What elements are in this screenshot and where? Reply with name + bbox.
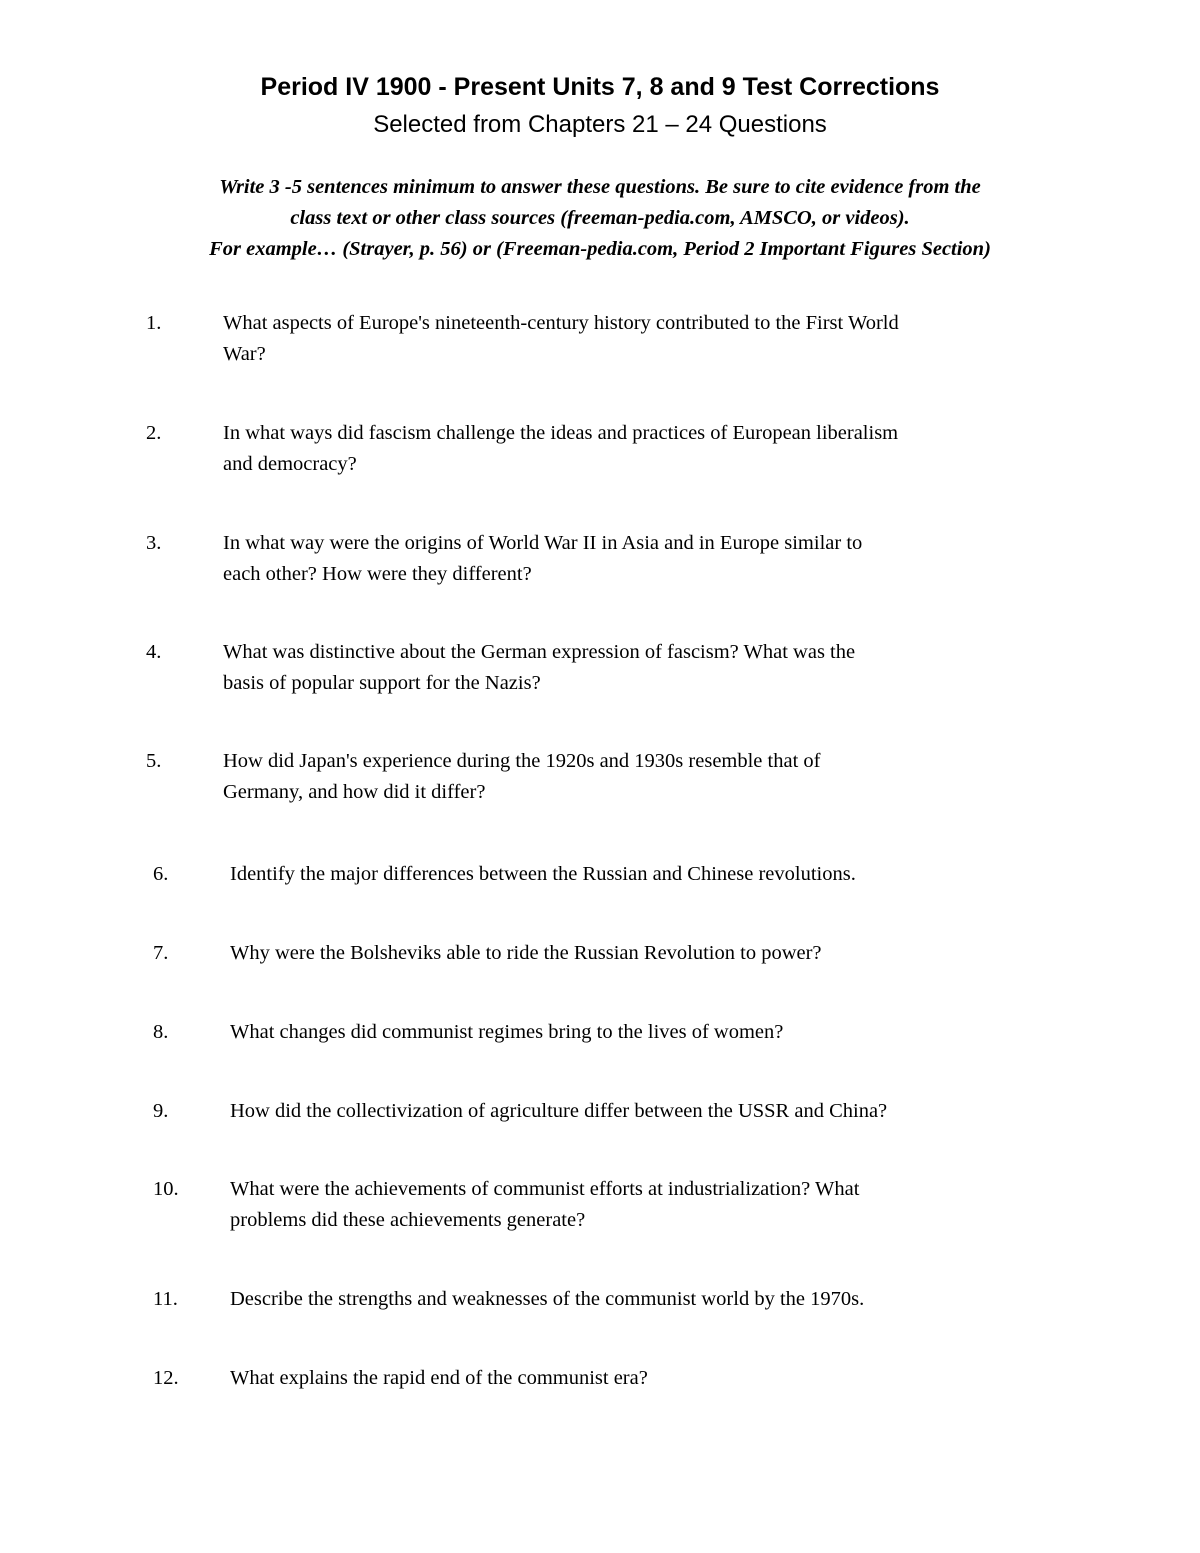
question-line: Why were the Bolsheviks able to ride the Russian Revolution to power? [230,942,822,964]
page-subtitle: Selected from Chapters 21 – 24 Questions [373,111,827,138]
question-line: What was distinctive about the German expression of fascism? What was the [223,641,856,663]
question-number: 6. [153,863,169,885]
question-line: Identify the major differences between the Russian and Chinese revolutions. [230,863,856,885]
question-text [230,1363,1030,1394]
question-number: 4. [146,641,162,663]
question-line: What were the achievements of communist efforts at industrialization? What [230,1178,860,1200]
question-text [230,1096,1030,1127]
question-line: problems did these achievements generate? [230,1209,586,1231]
question-text [223,528,1023,590]
page-title: Period IV 1900 - Present Units 7, 8 and 9 Test Corrections [260,73,940,101]
question-number: 12. [153,1367,179,1389]
question-line: In what way were the origins of World War II in Asia and in Europe similar to [223,532,863,554]
question-line: How did the collectivization of agriculture differ between the USSR and China? [230,1100,888,1122]
instructions-line: Write 3 -5 sentences minimum to answer these questions. Be sure to cite evidence from the [219,176,981,198]
question-line: War? [223,343,266,365]
question-number: 5. [146,750,162,772]
question-text [230,938,1030,969]
question-text [223,746,1023,808]
question-line: each other? How were they different? [223,563,532,585]
instructions [0,172,1200,265]
question-text [230,1284,1030,1315]
question-text [223,637,1023,699]
question-line: What changes did communist regimes bring to the lives of women? [230,1021,784,1043]
question-number: 7. [153,942,169,964]
question-number: 11. [153,1288,178,1310]
question-number: 9. [153,1100,169,1122]
question-line: Describe the strengths and weaknesses of the communist world by the 1970s. [230,1288,865,1310]
question-line: basis of popular support for the Nazis? [223,672,541,694]
question-line: What explains the rapid end of the communist era? [230,1367,648,1389]
question-text [223,418,1023,480]
question-text [223,308,1023,370]
question-line: and democracy? [223,453,357,475]
question-number: 8. [153,1021,169,1043]
instructions-line: For example… (Strayer, p. 56) or (Freeman-pedia.com, Period 2 Important Figures Section) [209,238,991,260]
question-line: Germany, and how did it differ? [223,781,486,803]
question-number: 10. [153,1178,179,1200]
question-number: 3. [146,532,162,554]
question-text [230,859,1030,890]
question-text [230,1017,1030,1048]
question-line: What aspects of Europe's nineteenth-century history contributed to the First World [223,312,899,334]
question-line: In what ways did fascism challenge the ideas and practices of European liberalism [223,422,899,444]
question-line: How did Japan's experience during the 1920s and 1930s resemble that of [223,750,821,772]
question-number: 2. [146,422,162,444]
instructions-line: class text or other class sources (freeman-pedia.com, AMSCO, or videos). [290,207,910,229]
question-text [230,1174,1030,1236]
question-number: 1. [146,312,162,334]
